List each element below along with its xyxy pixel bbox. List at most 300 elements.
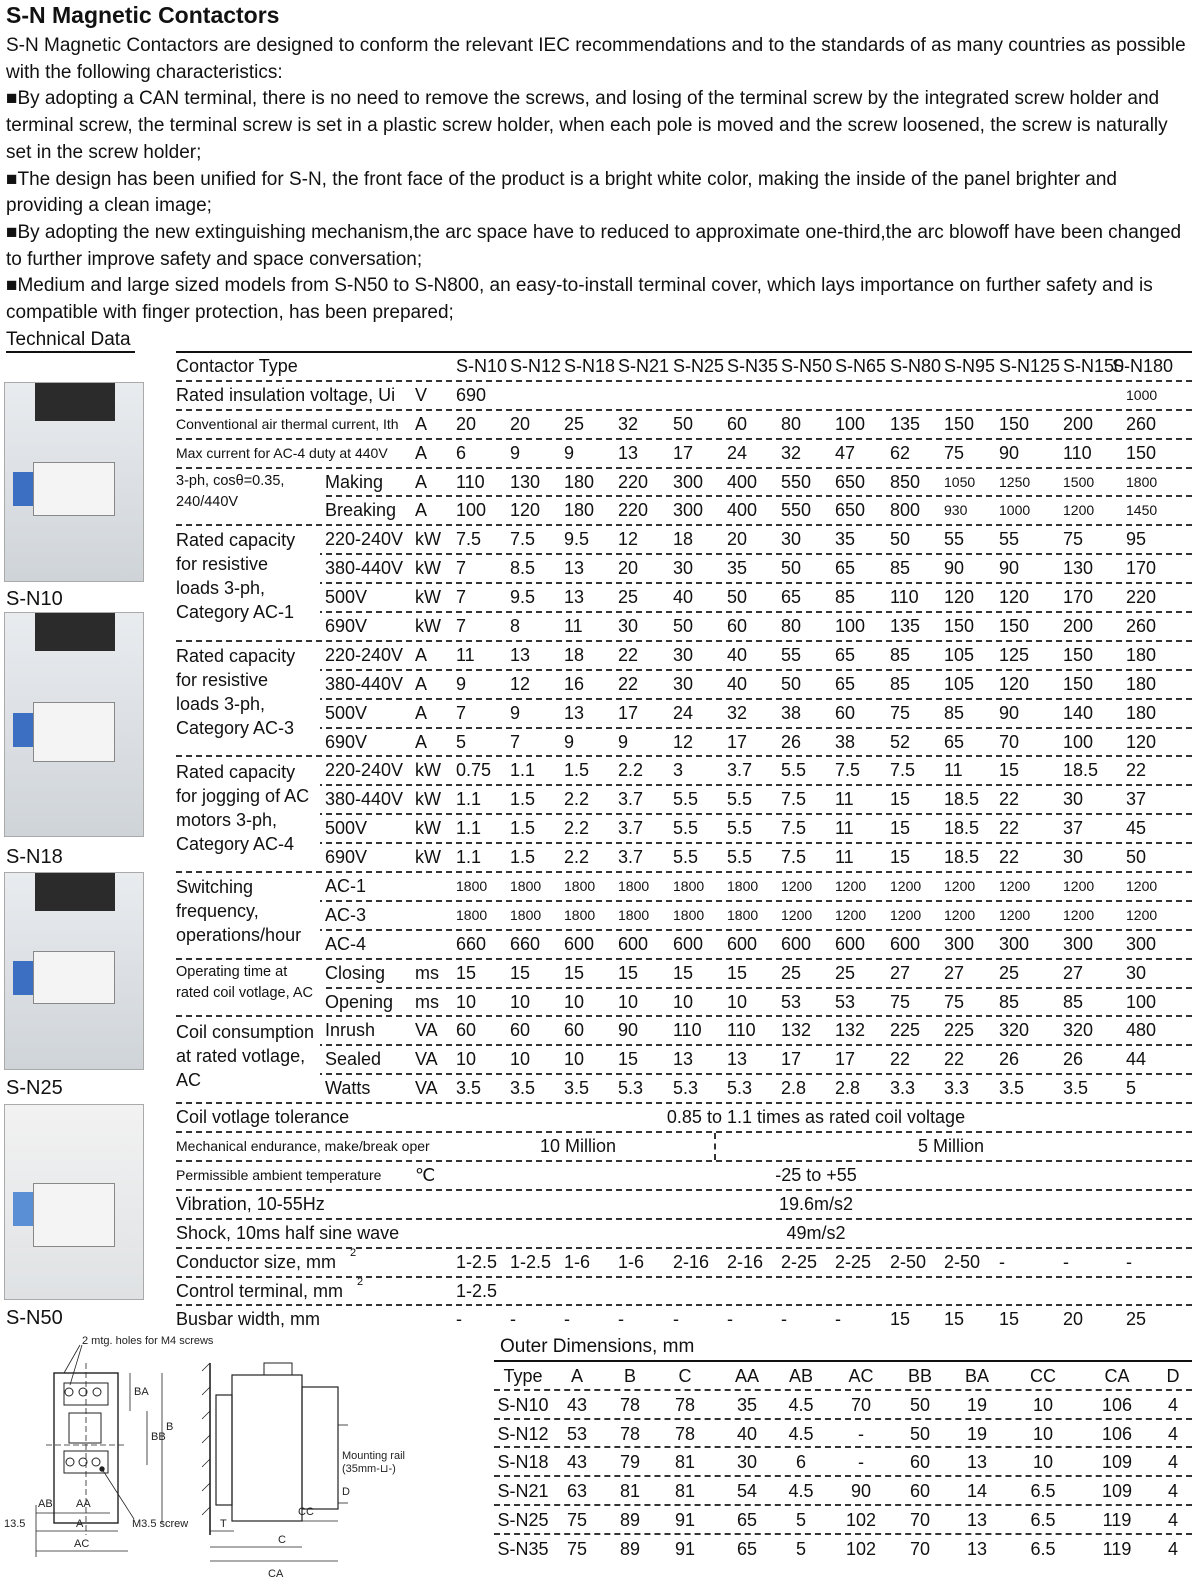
table-cell: 1800 [618, 906, 650, 923]
table-cell: 400 [727, 500, 758, 521]
table-cell: 5 [795, 1509, 806, 1530]
table-cell: 20 [456, 413, 477, 434]
table-cell: 200 [1063, 413, 1094, 434]
table-cell: 11 [944, 760, 963, 781]
table-cell: 650 [835, 500, 866, 521]
column-header: S-N80 [890, 356, 942, 376]
table-cell: 930 [944, 502, 968, 519]
table-cell: 15 [618, 962, 639, 983]
table-cell: 220 [618, 500, 649, 521]
group-label: Rated capacity for resistive loads 3-ph, Category AC-3 [176, 644, 320, 740]
table-cell: 8 [510, 616, 521, 637]
column-header: S-N10 [456, 356, 508, 376]
table-cell: 7.5 [781, 789, 807, 810]
dimension-row [494, 1477, 1192, 1506]
table-cell: 150 [1126, 442, 1157, 463]
table-cell: 2.2 [564, 789, 590, 810]
row-sublabel: 220-240V [325, 760, 404, 781]
table-row [176, 438, 1192, 467]
table-cell: 3.7 [618, 818, 644, 839]
table-cell: 22 [1126, 760, 1147, 781]
table-cell: 225 [944, 1020, 975, 1041]
table-cell: 200 [1063, 616, 1094, 637]
table-cell: 1200 [1126, 906, 1158, 923]
table-cell: 2-16 [727, 1251, 764, 1272]
row-label: Contactor Type [176, 356, 298, 376]
table-cell: 12 [618, 529, 639, 550]
table-cell: 7.5 [890, 760, 916, 781]
table-cell: 8.5 [510, 558, 536, 579]
table-row [176, 784, 1192, 813]
table-cell: 60 [510, 1020, 531, 1041]
table-cell: 480 [1126, 1020, 1157, 1041]
table-cell: S-N35 [497, 1538, 549, 1559]
row-sublabel: 690V [325, 847, 368, 868]
table-cell: 600 [890, 933, 921, 954]
table-cell: 43 [566, 1452, 588, 1473]
dim-label-c: C [278, 1534, 286, 1546]
row-label: Rated insulation voltage, Ui [176, 384, 396, 405]
row-unit: A [415, 731, 428, 752]
table-cell: 1800 [727, 906, 759, 923]
table-cell: 22 [999, 847, 1020, 868]
table-cell: 10 [510, 1049, 531, 1070]
row-unit: kW [415, 818, 441, 839]
table-cell: 130 [510, 471, 541, 492]
table-cell: 3.5 [564, 1078, 590, 1099]
table-cell: 2-16 [673, 1251, 710, 1272]
table-cell: 1-2.5 [510, 1251, 552, 1272]
table-cell: 550 [781, 471, 812, 492]
table-row [176, 727, 1192, 756]
table-cell: 1200 [999, 906, 1031, 923]
table-cell: 1200 [1063, 906, 1095, 923]
table-cell: 32 [781, 442, 802, 463]
table-cell: 19 [966, 1394, 988, 1415]
table-cell: 3.5 [510, 1078, 536, 1099]
row-sublabel: 500V [325, 702, 368, 723]
table-cell: 150 [1063, 644, 1094, 665]
table-cell: 100 [456, 500, 487, 521]
column-header: BB [907, 1366, 932, 1386]
table-cell: 50 [890, 529, 911, 550]
column-header: S-N18 [564, 356, 616, 376]
group-label: Switching frequency, operations/hour [176, 875, 320, 947]
table-cell: 13 [966, 1509, 988, 1530]
table-cell: 5.5 [673, 789, 699, 810]
photo-label: S-N10 [6, 588, 63, 610]
row-unit: A [415, 413, 428, 434]
table-cell: - [673, 1309, 679, 1330]
table-cell: 53 [566, 1423, 588, 1444]
table-cell: - [727, 1309, 733, 1330]
table-cell: 90 [850, 1481, 872, 1502]
table-row [176, 380, 1192, 409]
spanning-value: -25 to +55 [775, 1164, 857, 1185]
column-header: B [623, 1366, 636, 1386]
row-unit: kW [415, 760, 441, 781]
table-cell: 10 [1032, 1452, 1054, 1473]
table-row [176, 929, 1192, 958]
table-cell: 5 [456, 731, 467, 752]
table-cell: 18.5 [944, 789, 980, 810]
split-divider [714, 1133, 716, 1160]
spanning-value: 10 Million [539, 1136, 617, 1157]
table-cell: S-N10 [497, 1394, 549, 1415]
intro-text [6, 33, 1191, 327]
table-cell: 20 [618, 558, 639, 579]
table-cell: 20 [510, 413, 531, 434]
table-cell: 109 [1101, 1452, 1133, 1473]
row-sublabel: 380-440V [325, 789, 404, 810]
table-cell: 1800 [727, 878, 759, 895]
table-cell: 1800 [564, 906, 596, 923]
column-header: S-N180 [1112, 356, 1174, 376]
table-cell: 80 [781, 616, 802, 637]
table-cell: 32 [727, 702, 748, 723]
table-cell: 1200 [890, 906, 922, 923]
outer-dimensions-table [494, 1360, 1192, 1564]
table-cell: 75 [566, 1509, 588, 1530]
table-cell: 100 [1063, 731, 1094, 752]
table-cell: 150 [944, 616, 975, 637]
table-cell: 18 [673, 529, 694, 550]
table-row [176, 1102, 1192, 1131]
table-cell: 1.5 [564, 760, 590, 781]
table-cell: 75 [890, 702, 911, 723]
table-cell: 60 [909, 1452, 931, 1473]
table-cell: 18.5 [1063, 760, 1099, 781]
table-cell: 65 [835, 673, 856, 694]
dim-offset: 13.5 [4, 1518, 26, 1530]
table-cell: 5 [1126, 1078, 1137, 1099]
table-cell: 170 [1126, 558, 1157, 579]
table-cell: 110 [456, 471, 485, 492]
table-cell: 1200 [835, 878, 867, 895]
feature-bullet: ■By adopting the new extinguishing mechanism,the arc space have to reduced to approximate one-third,the arc blowoff have been changed to further improve safety and space conversation; [6, 221, 1182, 270]
table-cell: 5.3 [673, 1078, 699, 1099]
table-cell: 3.7 [618, 789, 644, 810]
table-row [176, 1218, 1192, 1247]
table-cell: 9 [510, 702, 521, 723]
table-cell: 1-6 [564, 1251, 591, 1272]
table-cell: 40 [736, 1423, 758, 1444]
table-cell: 85 [835, 587, 856, 608]
table-cell: 12 [673, 731, 694, 752]
table-cell: 91 [674, 1538, 696, 1559]
table-cell: 650 [835, 471, 866, 492]
table-cell: 1050 [944, 473, 976, 490]
table-cell: 89 [619, 1509, 641, 1530]
table-cell: 15 [727, 962, 748, 983]
row-unit: kW [415, 789, 441, 810]
table-cell: 75 [890, 991, 911, 1012]
dimension-row [494, 1506, 1192, 1535]
table-cell: 2-25 [835, 1251, 872, 1272]
table-cell: 78 [619, 1394, 641, 1415]
table-cell: 135 [890, 413, 921, 434]
table-cell: 300 [1126, 933, 1157, 954]
table-cell: 10 [456, 991, 477, 1012]
table-cell: - [618, 1309, 624, 1330]
dim-label-ba: BA [134, 1386, 149, 1398]
table-cell: 9 [456, 673, 467, 694]
column-header: Type [503, 1366, 543, 1386]
table-cell: 150 [1063, 673, 1094, 694]
table-cell: 150 [999, 413, 1030, 434]
table-cell: 40 [673, 587, 694, 608]
table-row [176, 1044, 1192, 1073]
table-cell: 109 [1101, 1481, 1133, 1502]
table-cell: 25 [781, 962, 802, 983]
table-cell: 22 [999, 818, 1020, 839]
table-cell: 5.3 [727, 1078, 753, 1099]
table-cell: 75 [944, 442, 965, 463]
table-cell: 60 [727, 616, 748, 637]
table-cell: 10 [1032, 1423, 1054, 1444]
table-cell: 7 [456, 702, 467, 723]
table-cell: 1450 [1126, 502, 1158, 519]
column-header: CA [1104, 1366, 1130, 1386]
table-cell: 30 [673, 673, 694, 694]
table-cell: 1800 [510, 878, 542, 895]
table-cell: 300 [673, 471, 704, 492]
table-cell: 7.5 [781, 847, 807, 868]
table-cell: - [781, 1309, 787, 1330]
table-cell: 22 [890, 1049, 911, 1070]
table-cell: 7 [456, 616, 467, 637]
row-label: Control terminal, mm [176, 1280, 344, 1301]
table-cell: 110 [673, 1020, 702, 1041]
dim-label-aa: AA [76, 1498, 91, 1510]
table-cell: 30 [781, 529, 802, 550]
table-cell: 15 [890, 789, 911, 810]
column-header: C [678, 1366, 692, 1386]
row-unit: VA [415, 1078, 438, 1099]
table-cell: 50 [781, 558, 802, 579]
table-cell: 1800 [564, 878, 596, 895]
row-label: Busbar width, mm [176, 1309, 321, 1330]
table-cell: 65 [835, 644, 856, 665]
table-cell: 13 [564, 558, 585, 579]
table-cell: 13 [510, 644, 531, 665]
table-cell: 7 [510, 731, 521, 752]
table-cell: 105 [944, 644, 975, 665]
table-cell: 50 [909, 1423, 931, 1444]
spanning-value: 49m/s2 [786, 1222, 846, 1243]
dim-label-b: B [166, 1421, 174, 1433]
superscript: 2 [350, 1246, 357, 1259]
dim-label-bb: BB [151, 1431, 166, 1443]
table-cell: 22 [944, 1049, 965, 1070]
table-cell: 10 [564, 1049, 585, 1070]
row-sublabel: 500V [325, 587, 368, 608]
table-cell: - [835, 1309, 841, 1330]
group-label: Rated capacity for jogging of AC motors 3-ph, Category AC-4 [176, 760, 320, 856]
table-cell: 1200 [781, 906, 813, 923]
table-cell: - [456, 1309, 462, 1330]
technical-data-heading: Technical Data [6, 329, 135, 353]
table-cell: 17 [673, 442, 694, 463]
table-cell: 70 [909, 1509, 931, 1530]
table-cell: 2-25 [781, 1251, 818, 1272]
table-cell: 2-50 [890, 1251, 927, 1272]
table-cell: 120 [510, 500, 541, 521]
column-header: S-N65 [835, 356, 887, 376]
table-cell: 4 [1167, 1538, 1178, 1559]
table-cell: 18.5 [944, 847, 980, 868]
table-cell: 125 [999, 644, 1030, 665]
row-unit: kW [415, 529, 441, 550]
table-cell: 20 [1063, 1309, 1084, 1330]
row-label: Max current for AC-4 duty at 440V [176, 444, 388, 461]
table-cell: 3.5 [1063, 1078, 1089, 1099]
table-cell: 75 [944, 991, 965, 1012]
table-cell: 30 [673, 558, 694, 579]
table-cell: 22 [999, 789, 1020, 810]
table-row [176, 900, 1192, 929]
table-cell: 3.5 [456, 1078, 482, 1099]
table-cell: 13 [966, 1452, 988, 1473]
table-cell: 220 [1126, 587, 1157, 608]
table-cell: 300 [673, 500, 704, 521]
dimension-row [494, 1391, 1192, 1420]
column-header: AC [848, 1366, 874, 1386]
table-cell: 300 [1063, 933, 1094, 954]
table-cell: 1000 [999, 502, 1031, 519]
table-cell: 37 [1126, 789, 1147, 810]
table-row [176, 1160, 1192, 1189]
table-cell: 65 [835, 558, 856, 579]
row-unit: kW [415, 558, 441, 579]
table-cell: 30 [1063, 789, 1084, 810]
table-cell: 5.5 [781, 760, 807, 781]
table-cell: 660 [510, 933, 541, 954]
table-cell: 850 [890, 471, 921, 492]
dim-label-ab: AB [38, 1498, 53, 1510]
row-sublabel: 380-440V [325, 558, 404, 579]
table-cell: 0.75 [456, 760, 492, 781]
superscript: 2 [357, 1275, 364, 1288]
row-unit: A [415, 673, 428, 694]
table-cell: 110 [727, 1020, 756, 1041]
table-cell: 1.5 [510, 847, 536, 868]
row-sublabel: 220-240V [325, 529, 404, 550]
outer-dimensions-heading: Outer Dimensions, mm [500, 1336, 695, 1357]
table-cell: 150 [999, 616, 1030, 637]
table-cell: 10 [1032, 1394, 1054, 1415]
mounting-rail-note: Mounting rail [342, 1450, 405, 1462]
row-unit: kW [415, 847, 441, 868]
table-header-row [176, 351, 1192, 380]
table-cell: 9 [564, 442, 575, 463]
table-cell: 110 [890, 587, 919, 608]
table-cell: 5.5 [727, 789, 753, 810]
table-cell: 35 [835, 529, 856, 550]
column-header: AA [734, 1366, 759, 1386]
table-cell: 4 [1167, 1481, 1178, 1502]
table-cell: 7.5 [835, 760, 861, 781]
table-cell: 78 [674, 1394, 696, 1415]
table-cell: S-N25 [497, 1509, 549, 1530]
table-cell: 22 [618, 673, 639, 694]
feature-bullet: ■The design has been unified for S-N, the front face of the product is a bright white color, making the inside of the panel brighter and providing a clean image; [6, 168, 1117, 217]
table-cell: 120 [999, 673, 1030, 694]
feature-bullet: ■By adopting a CAN terminal, there is no need to remove the screws, and losing of the terminal screw by the integrated screw holder and terminal screw, the terminal screw is set in a plastic screw holder, when each pole is moved and the screw loosened, the screw is naturally set in the screw holder; [6, 88, 1168, 163]
table-cell: 19 [966, 1423, 988, 1444]
table-cell: 17 [618, 702, 639, 723]
table-cell: S-N12 [497, 1423, 549, 1444]
table-cell: 105 [944, 673, 975, 694]
table-cell: 1200 [944, 906, 976, 923]
table-cell: 110 [1063, 442, 1092, 463]
table-cell: 9 [510, 442, 521, 463]
table-cell: 78 [619, 1423, 641, 1444]
row-sublabel: Opening [325, 991, 394, 1012]
row-label: Conventional air thermal current, Ith [176, 415, 399, 432]
table-cell: 1-2.5 [456, 1251, 498, 1272]
table-cell: 60 [456, 1020, 477, 1041]
table-cell: 600 [835, 933, 866, 954]
row-unit: ms [415, 962, 439, 983]
row-unit: A [415, 644, 428, 665]
table-cell: 15 [999, 1309, 1020, 1330]
column-header: S-N95 [944, 356, 996, 376]
row-sublabel: 690V [325, 731, 368, 752]
table-cell: 15 [890, 818, 911, 839]
group-label: Rated capacity for resistive loads 3-ph, Category AC-1 [176, 528, 320, 624]
table-cell: 43 [566, 1394, 588, 1415]
table-cell: 53 [781, 991, 802, 1012]
table-cell: 15 [890, 1309, 911, 1330]
table-cell: 100 [835, 616, 866, 637]
table-cell: 7.5 [456, 529, 482, 550]
spanning-value: 19.6m/s2 [778, 1193, 854, 1214]
table-row [176, 698, 1192, 727]
table-cell: 180 [1126, 673, 1157, 694]
table-cell: 55 [999, 529, 1020, 550]
table-cell: 150 [944, 413, 975, 434]
table-cell: 260 [1126, 616, 1157, 637]
table-cell: 38 [835, 731, 856, 752]
row-unit: A [415, 442, 428, 463]
table-cell: 102 [845, 1538, 877, 1559]
table-cell: 10 [456, 1049, 477, 1070]
table-cell: 9.5 [564, 529, 590, 550]
table-cell: 9 [618, 731, 629, 752]
table-cell: 45 [1126, 818, 1147, 839]
table-cell: 106 [1101, 1394, 1133, 1415]
column-header: BA [964, 1366, 989, 1386]
table-cell: 53 [835, 991, 856, 1012]
table-cell: 65 [781, 587, 802, 608]
table-cell: 140 [1063, 702, 1094, 723]
table-cell: 18 [564, 644, 585, 665]
row-sublabel: 690V [325, 616, 368, 637]
table-cell: 15 [944, 1309, 965, 1330]
table-cell: 320 [999, 1020, 1030, 1041]
table-cell: 90 [618, 1020, 639, 1041]
table-cell: 30 [618, 616, 639, 637]
table-cell: 60 [835, 702, 856, 723]
row-unit: ℃ [415, 1164, 436, 1185]
table-cell: 1.5 [510, 818, 536, 839]
table-cell: 75 [1063, 529, 1084, 550]
table-cell: 4 [1167, 1509, 1178, 1530]
table-cell: 400 [727, 471, 758, 492]
table-cell: 2.2 [564, 818, 590, 839]
table-cell: 5.5 [727, 847, 753, 868]
